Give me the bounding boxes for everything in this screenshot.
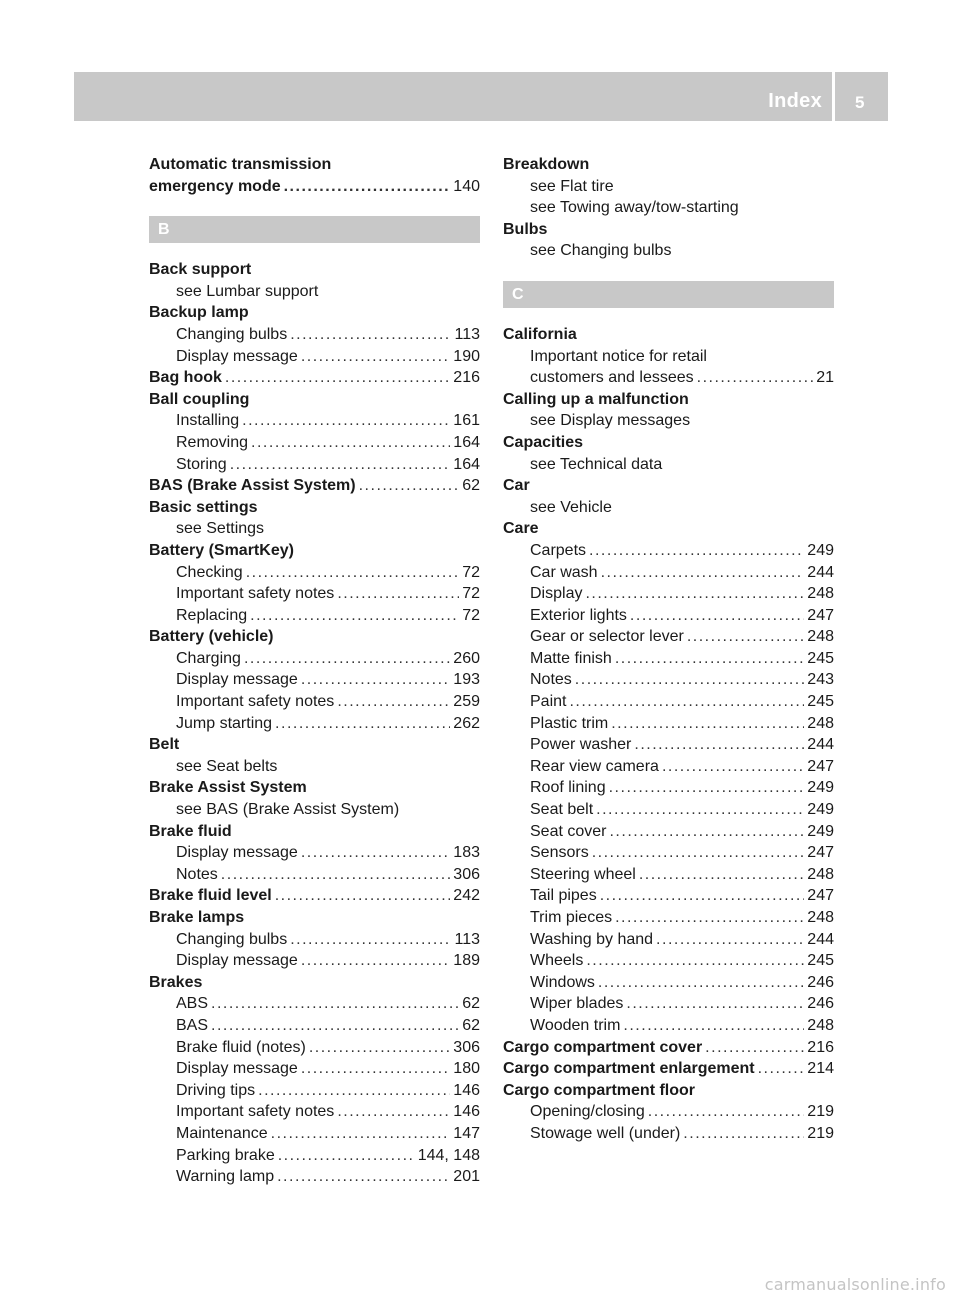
- leader-dots: [656, 929, 804, 951]
- entry-label: Brake fluid (notes): [176, 1038, 306, 1056]
- entry-page: 214: [807, 1060, 834, 1078]
- entry-label: Brake fluid level: [149, 887, 272, 905]
- index-see-reference: see Display messages: [530, 412, 691, 430]
- watermark: carmanualsonline.info: [764, 1275, 946, 1294]
- leader-dots: [585, 583, 804, 605]
- entry-label: Wheels: [530, 952, 584, 970]
- index-heading: Brake fluid: [149, 822, 232, 840]
- index-entry: [503, 950, 834, 972]
- leader-dots: [250, 605, 459, 627]
- entry-page: 147: [453, 1124, 480, 1142]
- index-entry: [503, 691, 834, 713]
- entry-label: Notes: [530, 671, 572, 689]
- index-entries-right: [503, 324, 834, 1145]
- index-see-reference: see Lumbar support: [176, 282, 319, 300]
- index-entry: [149, 367, 480, 389]
- entry-label: Charging: [176, 649, 241, 667]
- entry-page: 21: [816, 369, 834, 387]
- entry-label: Seat cover: [530, 822, 607, 840]
- entry-label: emergency mode: [149, 177, 281, 195]
- leader-dots: [623, 1015, 804, 1037]
- index-heading: Battery (vehicle): [149, 628, 274, 646]
- leader-dots: [600, 885, 805, 907]
- index-entry: [503, 713, 834, 735]
- leader-dots: [244, 648, 450, 670]
- entry-page: 144, 148: [417, 1146, 480, 1164]
- index-entry: [149, 410, 480, 432]
- entry-label: Sensors: [530, 844, 589, 862]
- index-entry: [503, 907, 834, 929]
- leader-dots: [246, 562, 460, 584]
- index-heading: Capacities: [503, 433, 584, 451]
- entry-page: 62: [462, 995, 480, 1013]
- index-entry: [503, 821, 834, 843]
- index-entry: [503, 842, 834, 864]
- entry-page: 219: [807, 1124, 834, 1142]
- index-entry: [149, 669, 480, 691]
- entry-page: 245: [807, 693, 834, 711]
- entry-page: 62: [462, 1016, 480, 1034]
- leader-dots: [251, 432, 450, 454]
- leader-dots: [301, 950, 450, 972]
- entry-label: Trim pieces: [530, 909, 613, 926]
- index-entry: [503, 648, 834, 670]
- index-entry: [503, 993, 834, 1015]
- entry-label: Washing by hand: [530, 930, 654, 948]
- entry-label: Jump starting: [176, 714, 273, 732]
- index-heading: Battery (SmartKey): [149, 541, 294, 559]
- leader-dots: [309, 1037, 450, 1059]
- index-entry: [503, 799, 834, 821]
- leader-dots: [230, 454, 451, 476]
- entry-page: 259: [453, 693, 480, 711]
- leader-dots: [598, 972, 804, 994]
- leader-dots: [290, 324, 451, 346]
- index-entry: [149, 1145, 480, 1167]
- index-entry: [503, 669, 834, 691]
- leader-dots: [242, 410, 450, 432]
- index-see-reference: Important notice for retail: [530, 347, 707, 365]
- index-heading: Back support: [149, 261, 252, 279]
- index-see-reference: see Vehicle: [530, 498, 612, 516]
- leader-dots: [611, 713, 804, 735]
- entry-label: Car wash: [530, 563, 598, 581]
- index-entry: [149, 605, 480, 627]
- entry-page: 246: [807, 973, 834, 991]
- index-heading: Backup lamp: [149, 304, 249, 322]
- leader-dots: [277, 1166, 450, 1188]
- entry-page: 72: [462, 606, 480, 624]
- entry-label: Tail pipes: [530, 887, 597, 905]
- index-see-reference: see Towing away/tow-starting: [530, 199, 739, 217]
- entry-page: 260: [453, 649, 480, 667]
- entry-label: Checking: [176, 563, 243, 581]
- index-entries-right-top: [503, 154, 834, 262]
- index-entry: [503, 540, 834, 562]
- entry-page: 161: [453, 412, 480, 430]
- index-see-reference: see Seat belts: [176, 757, 278, 775]
- index-entry: [503, 734, 834, 756]
- entry-label: Stowage well (under): [530, 1124, 681, 1142]
- entry-page: 245: [807, 649, 834, 667]
- entry-page: 248: [807, 1016, 834, 1034]
- entry-page: 245: [807, 952, 834, 970]
- entry-page: 189: [453, 952, 480, 970]
- index-entry: [149, 346, 480, 368]
- leader-dots: [615, 648, 804, 670]
- entry-label: Driving tips: [176, 1081, 256, 1099]
- entry-label: Cargo compartment enlargement: [503, 1060, 755, 1078]
- entry-label: Display message: [176, 844, 298, 862]
- entry-label: Seat belt: [530, 801, 594, 819]
- index-heading: Car: [503, 477, 530, 495]
- entry-page: 164: [453, 455, 480, 473]
- entry-label: Important safety notes: [176, 1103, 335, 1121]
- leader-dots: [337, 1101, 450, 1123]
- entry-page: 247: [807, 844, 834, 862]
- index-entry: [503, 562, 834, 584]
- entry-label: Matte finish: [530, 649, 612, 667]
- index-heading: Bulbs: [503, 220, 548, 238]
- page-number-box: [835, 72, 888, 121]
- entry-label: Cargo compartment cover: [503, 1038, 703, 1056]
- entry-label: Exterior lights: [530, 606, 627, 624]
- index-entry: [149, 885, 480, 907]
- leader-dots: [211, 1015, 459, 1037]
- entry-label: Rear view camera: [530, 757, 659, 775]
- entry-page: 243: [807, 671, 834, 689]
- leader-dots: [592, 842, 805, 864]
- leader-dots: [586, 950, 804, 972]
- entry-page: 164: [453, 433, 480, 451]
- index-see-reference: see BAS (Brake Assist System): [176, 801, 400, 819]
- entry-label: Notes: [176, 865, 218, 883]
- page-number: 5: [855, 93, 865, 112]
- entry-label: Display message: [176, 952, 298, 970]
- entry-label: Display message: [176, 1060, 298, 1078]
- index-heading: California: [503, 325, 577, 343]
- entry-label: Parking brake: [176, 1146, 275, 1164]
- entry-page: 246: [807, 995, 834, 1013]
- index-entry: [149, 950, 480, 972]
- index-entry: [503, 972, 834, 994]
- entry-label: BAS (Brake Assist System): [149, 477, 356, 495]
- entry-label: Opening/closing: [530, 1103, 645, 1121]
- index-entry: [503, 929, 834, 951]
- index-entry: [149, 929, 480, 951]
- leader-dots: [337, 583, 459, 605]
- leader-dots: [284, 176, 451, 198]
- index-heading: Brake Assist System: [149, 779, 307, 797]
- index-entry: [149, 1037, 480, 1059]
- entry-page: 247: [807, 887, 834, 905]
- entry-label: Paint: [530, 693, 567, 711]
- index-entry: [149, 583, 480, 605]
- leader-dots: [258, 1080, 450, 1102]
- entry-page: 306: [453, 865, 480, 883]
- index-entry: [149, 1101, 480, 1123]
- entry-page: 249: [807, 801, 834, 819]
- leader-dots: [609, 777, 805, 799]
- index-see-reference: see Technical data: [530, 455, 663, 473]
- leader-dots: [575, 669, 805, 691]
- entry-page: 113: [454, 930, 480, 948]
- entry-page: 183: [453, 844, 480, 862]
- index-entries-left: [149, 259, 480, 1188]
- entry-label: Plastic trim: [530, 714, 609, 732]
- entry-label: ABS: [176, 995, 209, 1013]
- page-title: Index: [768, 90, 822, 112]
- leader-dots: [301, 842, 450, 864]
- leader-dots: [278, 1145, 415, 1167]
- index-heading: Automatic transmission: [149, 156, 332, 173]
- entry-page: 146: [453, 1103, 480, 1121]
- index-heading: Care: [503, 520, 539, 538]
- entry-page: 248: [807, 865, 834, 883]
- page-header-bar: [74, 72, 832, 121]
- entry-label: Changing bulbs: [176, 325, 288, 343]
- leader-dots: [589, 540, 804, 562]
- index-entry: [149, 1058, 480, 1080]
- index-entry: [149, 1015, 480, 1037]
- entry-page: 248: [807, 909, 834, 926]
- entry-label: Installing: [176, 412, 240, 430]
- index-entry: [149, 324, 480, 346]
- entry-label: Important safety notes: [176, 585, 335, 603]
- leader-dots: [225, 367, 450, 389]
- index-heading: Breakdown: [503, 156, 590, 173]
- leader-dots: [609, 821, 804, 843]
- leader-dots: [301, 346, 450, 368]
- leader-dots: [630, 605, 804, 627]
- entry-page: 249: [807, 541, 834, 559]
- leader-dots: [648, 1101, 805, 1123]
- index-see-reference: see Changing bulbs: [530, 242, 672, 260]
- leader-dots: [271, 1123, 451, 1145]
- entry-label: Warning lamp: [176, 1168, 275, 1186]
- index-entry: [503, 1015, 834, 1037]
- leader-dots: [634, 734, 804, 756]
- leader-dots: [290, 929, 451, 951]
- leader-dots: [275, 713, 450, 735]
- leader-dots: [705, 1037, 804, 1059]
- index-entry: [503, 864, 834, 886]
- entry-label: Changing bulbs: [176, 930, 288, 948]
- index-heading: Basic settings: [149, 498, 258, 516]
- leader-dots: [301, 1058, 450, 1080]
- index-entry: [503, 605, 834, 627]
- leader-dots: [601, 562, 805, 584]
- entry-page: 146: [453, 1081, 480, 1099]
- entry-label: customers and lessees: [530, 369, 694, 387]
- index-entry: [149, 1080, 480, 1102]
- index-entry: [149, 713, 480, 735]
- entry-page: 244: [807, 736, 834, 754]
- index-entry: [149, 562, 480, 584]
- entry-page: 140: [453, 177, 480, 195]
- entry-label: Carpets: [530, 541, 587, 559]
- index-entry: [149, 432, 480, 454]
- index-heading: Brakes: [149, 973, 203, 991]
- leader-dots: [337, 691, 450, 713]
- index-entry: [503, 1101, 834, 1123]
- index-entry: [149, 454, 480, 476]
- entry-label: Bag hook: [149, 369, 222, 387]
- entry-label: Display message: [176, 671, 298, 689]
- entry-page: 249: [807, 822, 834, 840]
- entry-page: 62: [462, 477, 480, 495]
- entry-page: 244: [807, 563, 834, 581]
- entry-page: 244: [807, 930, 834, 948]
- leader-dots: [221, 864, 451, 886]
- entry-page: 248: [807, 628, 834, 646]
- index-entry: [503, 1123, 834, 1145]
- entry-page: 247: [807, 757, 834, 775]
- index-entry: [503, 626, 834, 648]
- leader-dots: [687, 626, 804, 648]
- entry-page: 216: [807, 1038, 834, 1056]
- entry-label: Steering wheel: [530, 865, 636, 883]
- entry-label: Important safety notes: [176, 693, 335, 711]
- index-heading: Brake lamps: [149, 909, 245, 926]
- entry-page: 193: [453, 671, 480, 689]
- entry-label: Removing: [176, 433, 249, 451]
- index-entry: [149, 1123, 480, 1145]
- entry-label: Windows: [530, 973, 595, 991]
- leader-dots: [639, 864, 804, 886]
- leader-dots: [683, 1123, 804, 1145]
- entry-page: 72: [462, 585, 480, 603]
- index-entry: [503, 756, 834, 778]
- leader-dots: [758, 1058, 805, 1080]
- entry-label: Display: [530, 585, 583, 603]
- index-see-reference: see Flat tire: [530, 177, 614, 195]
- index-entry: [149, 1166, 480, 1188]
- leader-dots: [301, 669, 450, 691]
- index-entry: [149, 475, 480, 497]
- entry-page: 190: [453, 347, 480, 365]
- leader-dots: [569, 691, 804, 713]
- entry-page: 249: [807, 779, 834, 797]
- index-entry: [503, 777, 834, 799]
- leader-dots: [662, 756, 804, 778]
- entry-page: 247: [807, 606, 834, 624]
- entry-label: Maintenance: [176, 1124, 268, 1142]
- section-letter-b: B: [149, 216, 480, 243]
- entry-label: Display message: [176, 347, 298, 365]
- index-entry: [503, 885, 834, 907]
- entry-page: 219: [807, 1103, 834, 1121]
- entry-label: Wooden trim: [530, 1016, 621, 1034]
- entry-page: 248: [807, 714, 834, 732]
- entry-label: Storing: [176, 455, 227, 473]
- index-entry: [149, 864, 480, 886]
- entry-label: Wiper blades: [530, 995, 624, 1013]
- leader-dots: [697, 367, 814, 389]
- index-heading: Calling up a malfunction: [503, 390, 689, 408]
- entry-label: Replacing: [176, 606, 248, 624]
- leader-dots: [211, 993, 459, 1015]
- leader-dots: [626, 993, 804, 1015]
- index-column-right: [503, 154, 834, 1145]
- index-heading: Ball coupling: [149, 390, 250, 408]
- index-entry: [503, 1037, 834, 1059]
- index-entry: [149, 691, 480, 713]
- entry-label: Power washer: [530, 736, 632, 754]
- index-entry: [149, 993, 480, 1015]
- leader-dots: [275, 885, 451, 907]
- index-column-left: [149, 154, 480, 1188]
- index-heading: Cargo compartment floor: [503, 1081, 696, 1099]
- entry-page: 216: [453, 369, 480, 387]
- entry-label: Roof lining: [530, 779, 606, 797]
- entry-page: 180: [453, 1060, 480, 1078]
- entry-page: 242: [453, 887, 480, 905]
- index-heading: Belt: [149, 736, 180, 754]
- index-entry: [503, 367, 834, 389]
- leader-dots: [615, 907, 804, 929]
- entry-page: 248: [807, 585, 834, 603]
- entry-label: Gear or selector lever: [530, 628, 684, 646]
- entry-page: 113: [454, 325, 480, 343]
- index-entry: [149, 648, 480, 670]
- entry-label: BAS: [176, 1016, 209, 1034]
- index-entry: [149, 842, 480, 864]
- entry-page: 201: [453, 1168, 480, 1186]
- leader-dots: [596, 799, 804, 821]
- index-entry: [503, 1058, 834, 1080]
- entry-page: 72: [462, 563, 480, 581]
- index-see-reference: see Settings: [176, 520, 265, 538]
- index-entry: [503, 583, 834, 605]
- entry-page: 262: [453, 714, 480, 732]
- section-letter-c: C: [503, 281, 834, 308]
- index-entry: [149, 176, 480, 198]
- leader-dots: [359, 475, 460, 497]
- entry-page: 306: [453, 1038, 480, 1056]
